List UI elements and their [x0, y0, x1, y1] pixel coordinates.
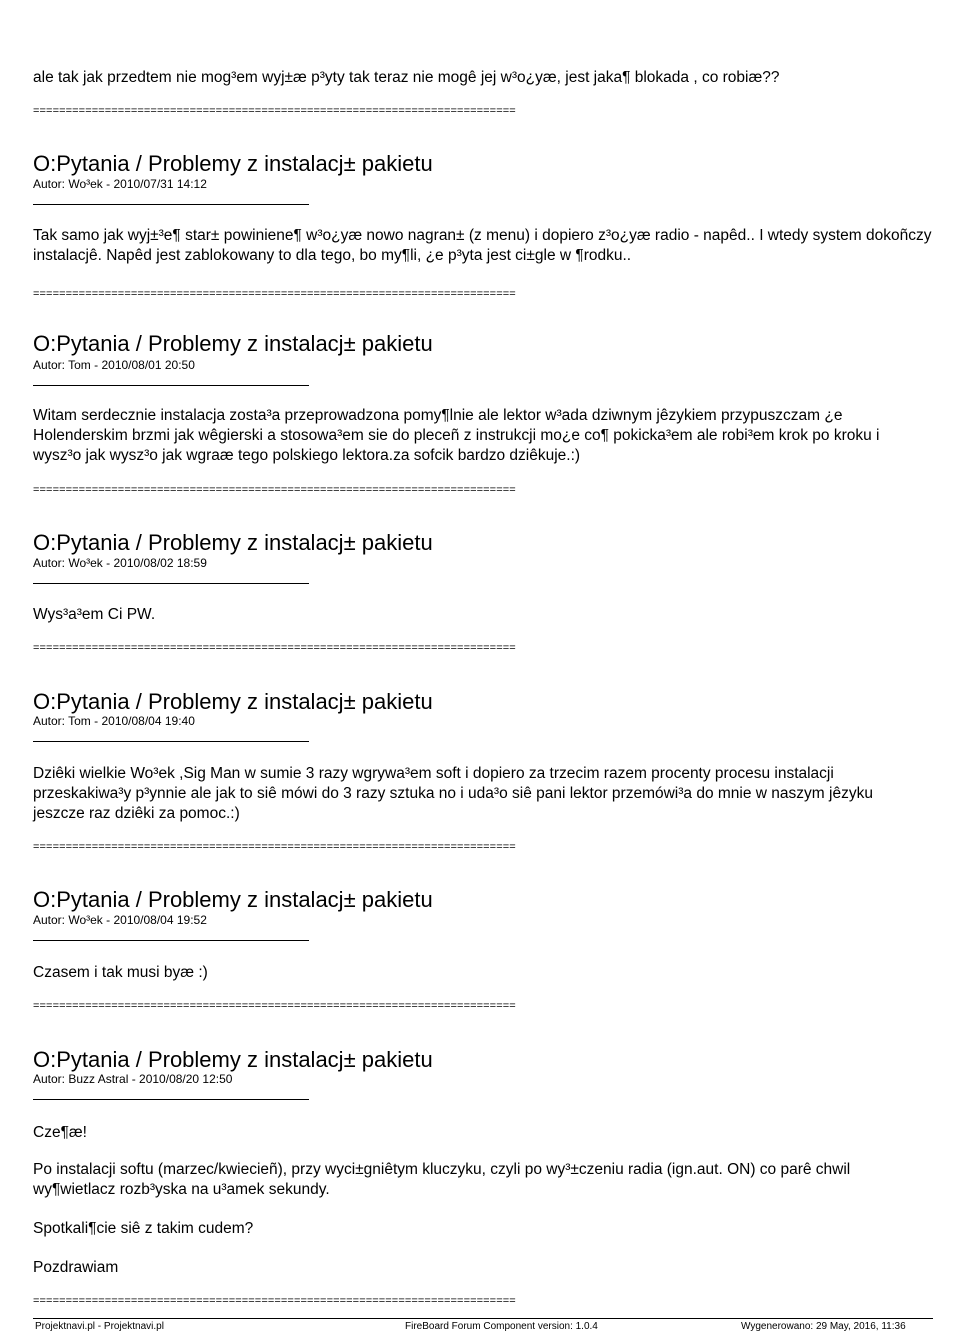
post-author-meta: Autor: Buzz Astral - 2010/08/20 12:50	[33, 1072, 233, 1086]
post-author-meta: Autor: Tom - 2010/08/01 20:50	[33, 358, 195, 372]
post-divider	[33, 940, 309, 941]
post-divider	[33, 741, 309, 742]
footer-component-version: FireBoard Forum Component version: 1.0.4	[405, 1321, 598, 1332]
post-body-paragraph: Pozdrawiam	[33, 1259, 119, 1276]
intro-text: ale tak jak przedtem nie mog³em wyj±æ p³yty tak teraz nie mogê jej w³o¿yæ, jest jaka¶ blokada , co robiæ??	[33, 69, 780, 86]
separator: ==========================================================================	[33, 1295, 516, 1307]
post-body-paragraph: Wys³a³em Ci PW.	[33, 606, 156, 623]
post-title: O:Pytania / Problemy z instalacj± pakietu	[33, 530, 433, 555]
post-author-meta: Autor: Wo³ek - 2010/08/04 19:52	[33, 913, 207, 927]
post-divider	[33, 385, 309, 386]
post-author-meta: Autor: Wo³ek - 2010/07/31 14:12	[33, 177, 207, 191]
separator: ==========================================================================	[33, 288, 516, 300]
post-author-meta: Autor: Wo³ek - 2010/08/02 18:59	[33, 556, 207, 570]
separator: ==========================================================================	[33, 484, 516, 496]
post-author-meta: Autor: Tom - 2010/08/04 19:40	[33, 714, 195, 728]
post-body-paragraph: Cze¶æ!	[33, 1124, 87, 1141]
post-body-paragraph: Czasem i tak musi byæ :)	[33, 964, 208, 981]
post-title: O:Pytania / Problemy z instalacj± pakietu	[33, 689, 433, 714]
post-title: O:Pytania / Problemy z instalacj± pakietu	[33, 1047, 433, 1072]
post-divider	[33, 583, 309, 584]
post-body-paragraph: Spotkali¶cie siê z takim cudem?	[33, 1220, 254, 1237]
separator: ==========================================================================	[33, 841, 516, 853]
page-footer	[33, 1318, 933, 1332]
post-divider	[33, 1099, 309, 1100]
post-title: O:Pytania / Problemy z instalacj± pakietu	[33, 151, 433, 176]
separator: ==========================================================================	[33, 105, 516, 117]
footer-site-name: Projektnavi.pl - Projektnavi.pl	[35, 1321, 164, 1332]
footer-generated-date: Wygenerowano: 29 May, 2016, 11:36	[741, 1321, 906, 1332]
separator: ==========================================================================	[33, 1000, 516, 1012]
post-body-paragraph: Dziêki wielkie Wo³ek ,Sig Man w sumie 3 razy wgrywa³em soft i dopiero za trzecim razem procenty procesu instalacji przeskakiwa³y p³ynnie ale jak to siê mówi do 3 razy sztuka no i uda³o siê pani lektor przemówi³a do mnie w naszym jêzyku jeszcze raz dziêki za pomoc.:)	[33, 765, 873, 822]
post-divider	[33, 204, 309, 205]
post-body-paragraph: Witam serdecznie instalacja zosta³a przeprowadzona pomy¶lnie ale lektor w³ada dziwnym jêzykiem przypuszczam ¿e Holenderskim brzmi jak wêgierski a stosowa³em sie do pleceñ z instrukcji mo¿e co¶ pokicka³em ale robi³em krok po kroku i wysz³o jak wysz³o jak wgraæ tego polskiego lektora.za sofcik bardzo dziêkuje.:)	[33, 407, 880, 464]
post-title: O:Pytania / Problemy z instalacj± pakietu	[33, 331, 433, 356]
post-title: O:Pytania / Problemy z instalacj± pakietu	[33, 887, 433, 912]
post-body-paragraph: Po instalacji softu (marzec/kwiecieñ), przy wyci±gniêtym kluczyku, czyli po wy³±czeniu radia (ign.aut. ON) co parê chwil wy¶wietlacz rozb³yska na u³amek sekundy.	[33, 1161, 851, 1198]
separator: ==========================================================================	[33, 642, 516, 654]
post-body-paragraph: Tak samo jak wyj±³e¶ star± powiniene¶ w³o¿yæ nowo nagran± (z menu) i dopiero z³o¿yæ radio - napêd.. I wtedy system dokoñczy instalacjê. Napêd jest zablokowany to dla tego, bo my¶li, ¿e p³yta jest ci±gle w ¶rodku..	[33, 227, 932, 264]
